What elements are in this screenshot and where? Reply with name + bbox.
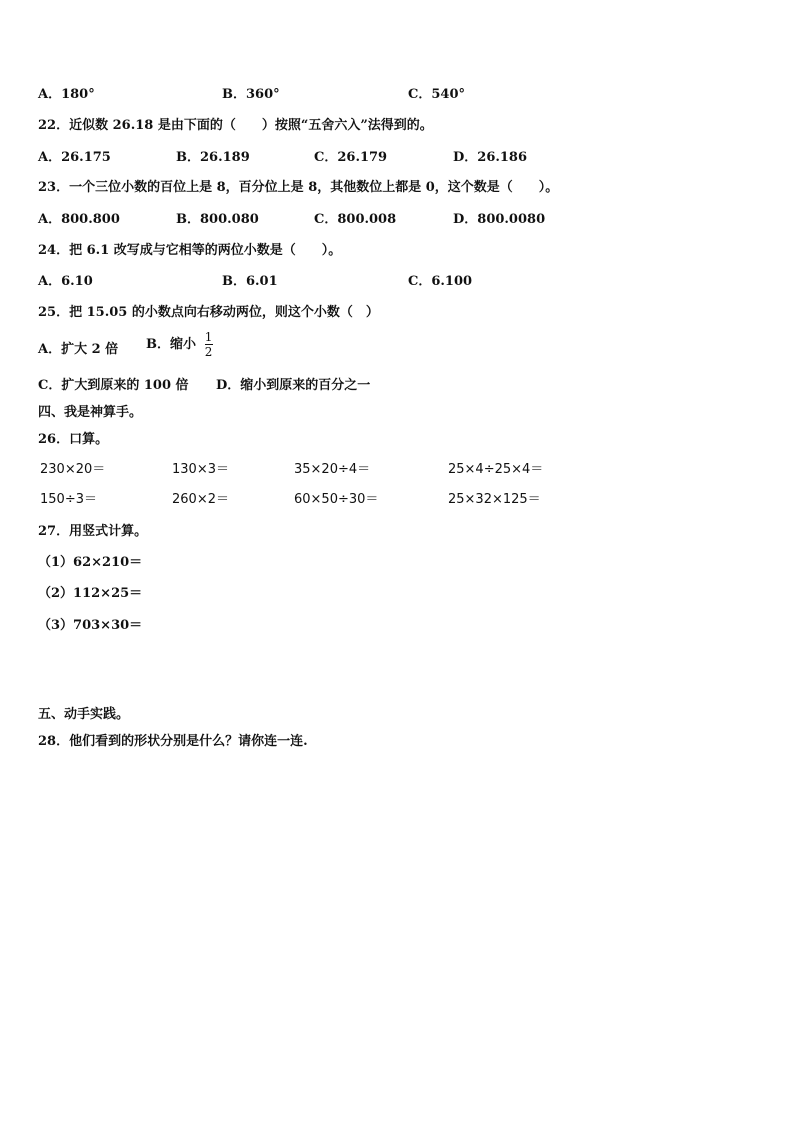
q21-option-b: B．360°	[222, 87, 280, 102]
q26-calc-2: 130×3＝	[172, 462, 229, 477]
q27-item-2: （2）112×25＝	[38, 586, 143, 601]
q25-stem: 25．把 15.05 的小数点向右移动两位，则这个小数（ ）	[38, 305, 379, 320]
q25-option-b	[146, 331, 213, 358]
q22-option-c: C．26.179	[314, 150, 388, 165]
q22-option-d: D．26.186	[453, 150, 528, 165]
section5-title: 五、动手实践。	[38, 707, 130, 722]
q26-calc-6: 260×2＝	[172, 492, 229, 507]
q22-option-b: B．26.189	[176, 150, 250, 165]
q22-option-a: A．26.175	[38, 150, 111, 165]
q26-stem: 26．口算。	[38, 432, 109, 447]
q26-calc-1: 230×20＝	[40, 462, 106, 477]
q23-option-c: C．800.008	[314, 212, 397, 227]
q27-item-3: （3）703×30＝	[38, 618, 143, 633]
q26-calc-3: 35×20÷4＝	[294, 462, 371, 477]
q24-stem: 24．把 6.1 改写成与它相等的两位小数是（ ）。	[38, 243, 342, 258]
q22-stem: 22．近似数 26.18 是由下面的（ ）按照“五舍六入”法得到的。	[38, 118, 433, 133]
q23-option-a: A．800.800	[38, 212, 120, 227]
q26-calc-8: 25×32×125＝	[448, 492, 541, 507]
q24-option-b: B．6.01	[222, 274, 278, 289]
q24-option-c: C．6.100	[408, 274, 473, 289]
q26-calc-4: 25×4÷25×4＝	[448, 462, 544, 477]
q28-stem: 28．他们看到的形状分别是什么？请你连一连.	[38, 734, 308, 749]
q25-option-b-label: B．缩小	[146, 337, 196, 352]
q27-stem: 27．用竖式计算。	[38, 524, 148, 539]
section4-title: 四、我是神算手。	[38, 405, 143, 420]
q24-option-a: A．6.10	[38, 274, 93, 289]
q25-option-a: A．扩大 2 倍	[38, 342, 119, 357]
q27-item-1: （1）62×210＝	[38, 555, 143, 570]
q26-calc-5: 150÷3＝	[40, 492, 97, 507]
q21-option-c: C．540°	[408, 87, 465, 102]
fraction-denominator: 2	[204, 345, 213, 359]
q23-option-d: D．800.0080	[453, 212, 546, 227]
q25-option-d: D．缩小到原来的百分之一	[216, 378, 371, 393]
q23-stem: 23．一个三位小数的百位上是 8，百分位上是 8，其他数位上都是 0，这个数是（ ）。	[38, 180, 559, 195]
q23-option-b: B．800.080	[176, 212, 259, 227]
q21-option-a: A．180°	[38, 87, 95, 102]
q25-option-c: C．扩大到原来的 100 倍	[38, 378, 189, 393]
one-half-fraction	[205, 331, 213, 358]
fraction-numerator: 1	[204, 330, 213, 344]
q26-calc-7: 60×50÷30＝	[294, 492, 379, 507]
